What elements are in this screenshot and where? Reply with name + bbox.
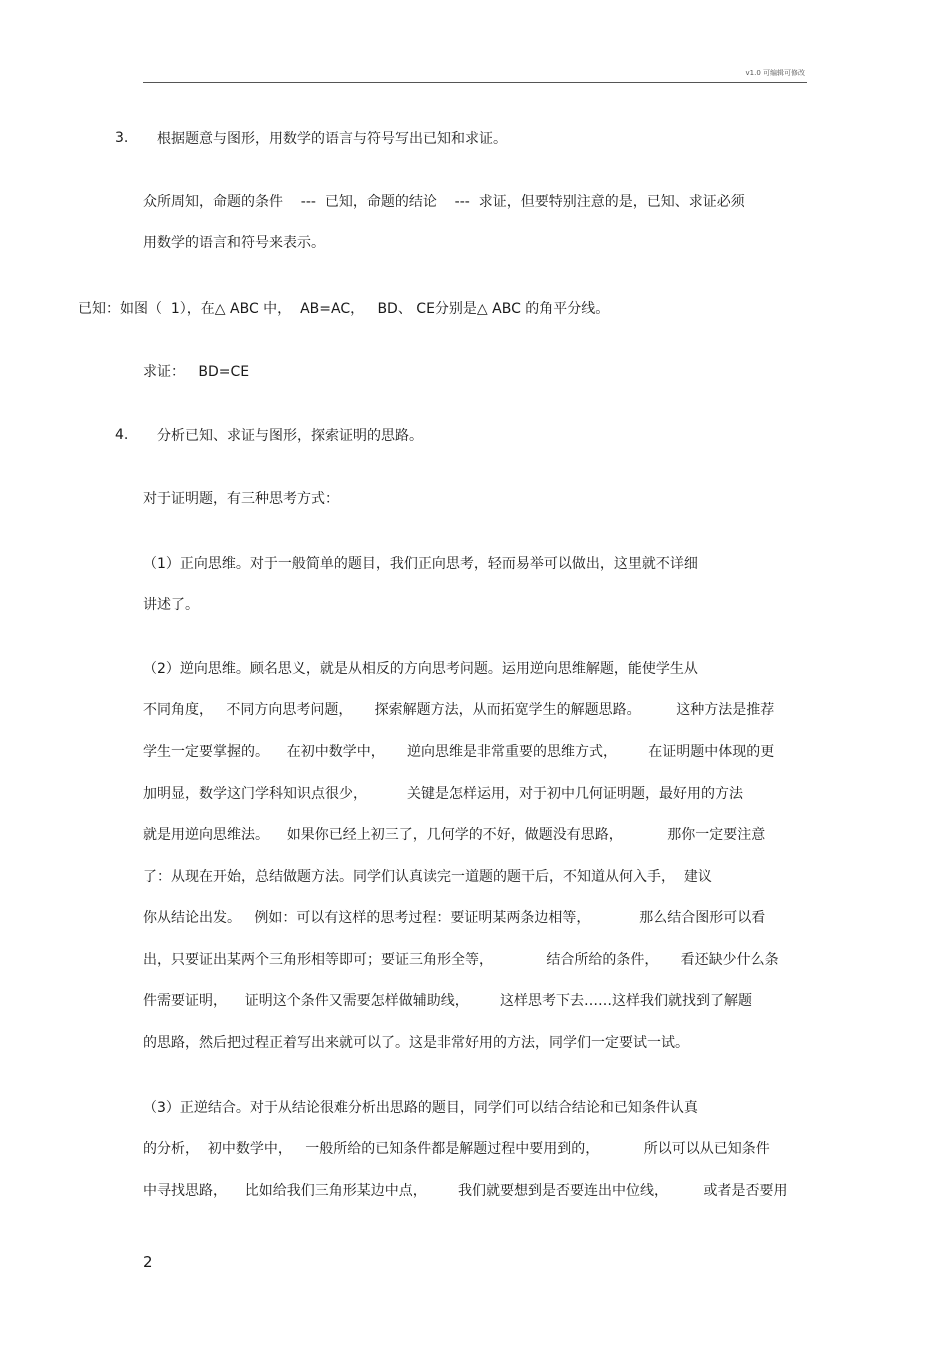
- page-number: 2: [143, 1253, 153, 1271]
- method-3-line: （3）正逆结合。对于从结论很难分析出思路的题目，同学们可以结合结论和已知条件认真: [143, 1100, 698, 1116]
- section-3-number: 3.: [115, 130, 129, 146]
- header-rule: [143, 82, 807, 83]
- section-3-paragraph-line: 用数学的语言和符号来表示。: [143, 235, 325, 251]
- method-2-line: 就是用逆向思维法。 如果你已经上初三了，几何学的不好，做题没有思路， 那你一定要注意: [143, 827, 766, 843]
- method-1-line: 讲述了。: [143, 597, 199, 613]
- method-2-line: （2）逆向思维。顾名思义，就是从相反的方向思考问题。运用逆向思维解题，能使学生从: [143, 661, 698, 677]
- method-2-line: 出，只要证出某两个三角形相等即可；要证三角形全等， 结合所给的条件， 看还缺少什么条: [143, 952, 779, 968]
- method-2-line: 你从结论出发。 例如：可以有这样的思考过程：要证明某两条边相等， 那么结合图形可以看: [143, 910, 766, 926]
- method-2-line: 不同角度， 不同方向思考问题， 探索解题方法，从而拓宽学生的解题思路。 这种方法是推荐: [143, 702, 775, 718]
- prove-statement: 求证： BD=CE: [143, 364, 250, 380]
- given-statement: 已知：如图（ 1），在△ ABC 中， AB=AC， BD、 CE分别是△ ABC 的角平分线。: [78, 301, 610, 317]
- section-4-intro: 对于证明题，有三种思考方式：: [143, 491, 339, 507]
- method-2-line: 学生一定要掌握的。 在初中数学中， 逆向思维是非常重要的思维方式， 在证明题中体现的更: [143, 744, 775, 760]
- method-2-line: 的思路，然后把过程正着写出来就可以了。这是非常好用的方法，同学们一定要试一试。: [143, 1035, 689, 1051]
- section-4-title: 分析已知、求证与图形，探索证明的思路。: [157, 428, 423, 444]
- method-3-line: 的分析， 初中数学中， 一般所给的已知条件都是解题过程中要用到的， 所以可以从已知条件: [143, 1141, 770, 1157]
- section-3-paragraph-line: 众所周知，命题的条件 --- 已知，命题的结论 --- 求证，但要特别注意的是，已知、求证必须: [143, 194, 745, 210]
- method-1-line: （1）正向思维。对于一般简单的题目，我们正向思考，轻而易举可以做出，这里就不详细: [143, 556, 698, 572]
- method-2-line: 加明显，数学这门学科知识点很少， 关键是怎样运用，对于初中几何证明题，最好用的方法: [143, 786, 744, 802]
- section-4-number: 4.: [115, 427, 129, 443]
- method-2-line: 了：从现在开始，总结做题方法。同学们认真读完一道题的题干后，不知道从何入手， 建议: [143, 869, 712, 885]
- method-3-line: 中寻找思路， 比如给我们三角形某边中点， 我们就要想到是否要连出中位线， 或者是否要用: [143, 1183, 788, 1199]
- section-3-title: 根据题意与图形，用数学的语言与符号写出已知和求证。: [157, 131, 507, 147]
- version-note: v1.0 可编辑可修改: [745, 69, 805, 77]
- method-2-line: 件需要证明， 证明这个条件又需要怎样做辅助线， 这样思考下去……这样我们就找到了解题: [143, 993, 752, 1009]
